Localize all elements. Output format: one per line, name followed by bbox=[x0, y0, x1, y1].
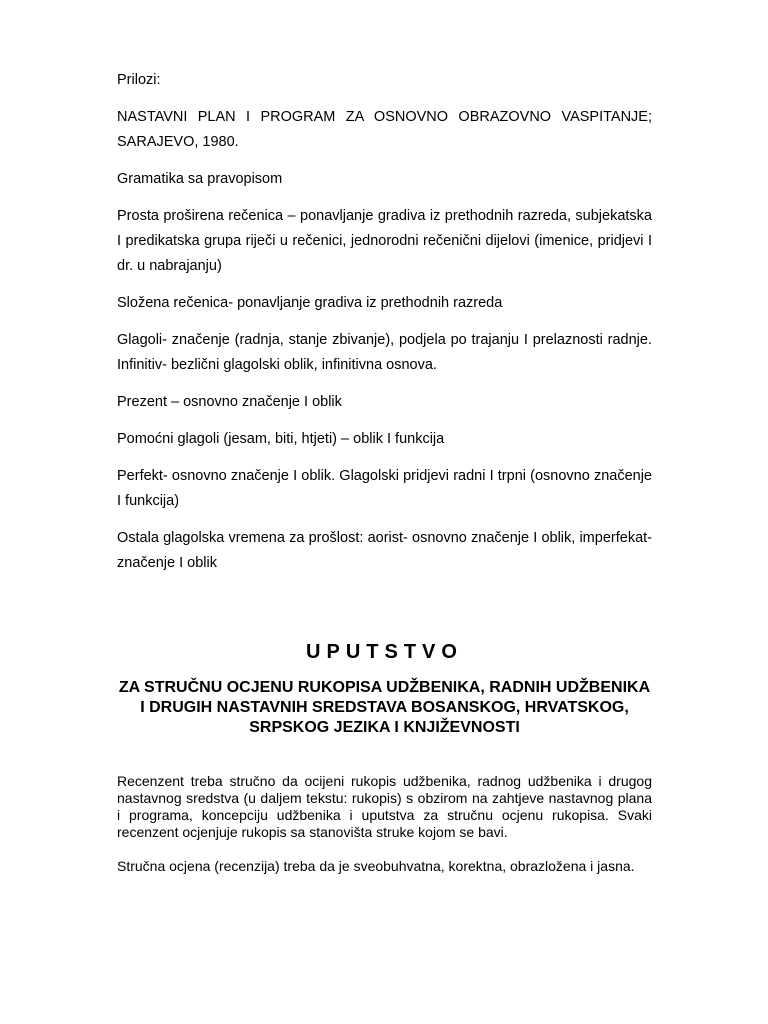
curriculum-reference: NASTAVNI PLAN I PROGRAM ZA OSNOVNO OBRAZOVNO VASPITANJE; SARAJEVO, 1980. bbox=[117, 109, 652, 150]
instructions-title: UPUTSTVO bbox=[306, 641, 463, 663]
instructions-paragraph: Recenzent treba stručno da ocijeni rukopis udžbenika, radnog udžbenika i drugog nastavnog sredstva (u daljem tekstu: rukopis) s obzirom na zahtjeve nastavnog plana i programa, koncepciju udžbenika i uputstva za stručnu ocjenu rukopisa. Svaki recenzent ocjenjuje rukopis sa stanovišta struke kojom se bavi. bbox=[117, 773, 652, 840]
document-page bbox=[117, 68, 652, 875]
grammar-topic: Ostala glagolska vremena za prošlost: aorist- osnovno značenje I oblik, imperfekat- značenje I oblik bbox=[117, 530, 652, 571]
attachments-label: Prilozi: bbox=[117, 72, 161, 88]
grammar-topic: Pomoćni glagoli (jesam, biti, htjeti) – oblik I funkcija bbox=[117, 431, 445, 447]
grammar-topic: Prosta proširena rečenica – ponavljanje gradiva iz prethodnih razreda, subjekatska I predikatska grupa riječi u rečenici, jednorodni rečenični dijelovi (imenice, pridjevi I dr. u nabrajanju) bbox=[117, 208, 652, 274]
grammar-heading: Gramatika sa pravopisom bbox=[117, 171, 283, 187]
grammar-topic: Prezent – osnovno značenje I oblik bbox=[117, 394, 342, 410]
grammar-topic: Perfekt- osnovno značenje I oblik. Glagolski pridjevi radni I trpni (osnovno značenje I funkcija) bbox=[117, 468, 652, 509]
grammar-topic: Glagoli- značenje (radnja, stanje zbivanje), podjela po trajanju I prelaznosti radnje. Infinitiv- bezlični glagolski oblik, infinitivna osnova. bbox=[117, 332, 652, 373]
instructions-paragraph: Stručna ocjena (recenzija) treba da je sveobuhvatna, korektna, obrazložena i jasna. bbox=[117, 858, 635, 874]
grammar-topic: Složena rečenica- ponavljanje gradiva iz prethodnih razreda bbox=[117, 295, 503, 311]
instructions-subtitle: ZA STRUČNU OCJENU RUKOPISA UDŽBENIKA, RADNIH UDŽBENIKA I DRUGIH NASTAVNIH SREDSTAVA BOSANSKOG, HRVATSKOG, SRPSKOG JEZIKA I KNJIŽEVNOSTI bbox=[118, 679, 651, 736]
